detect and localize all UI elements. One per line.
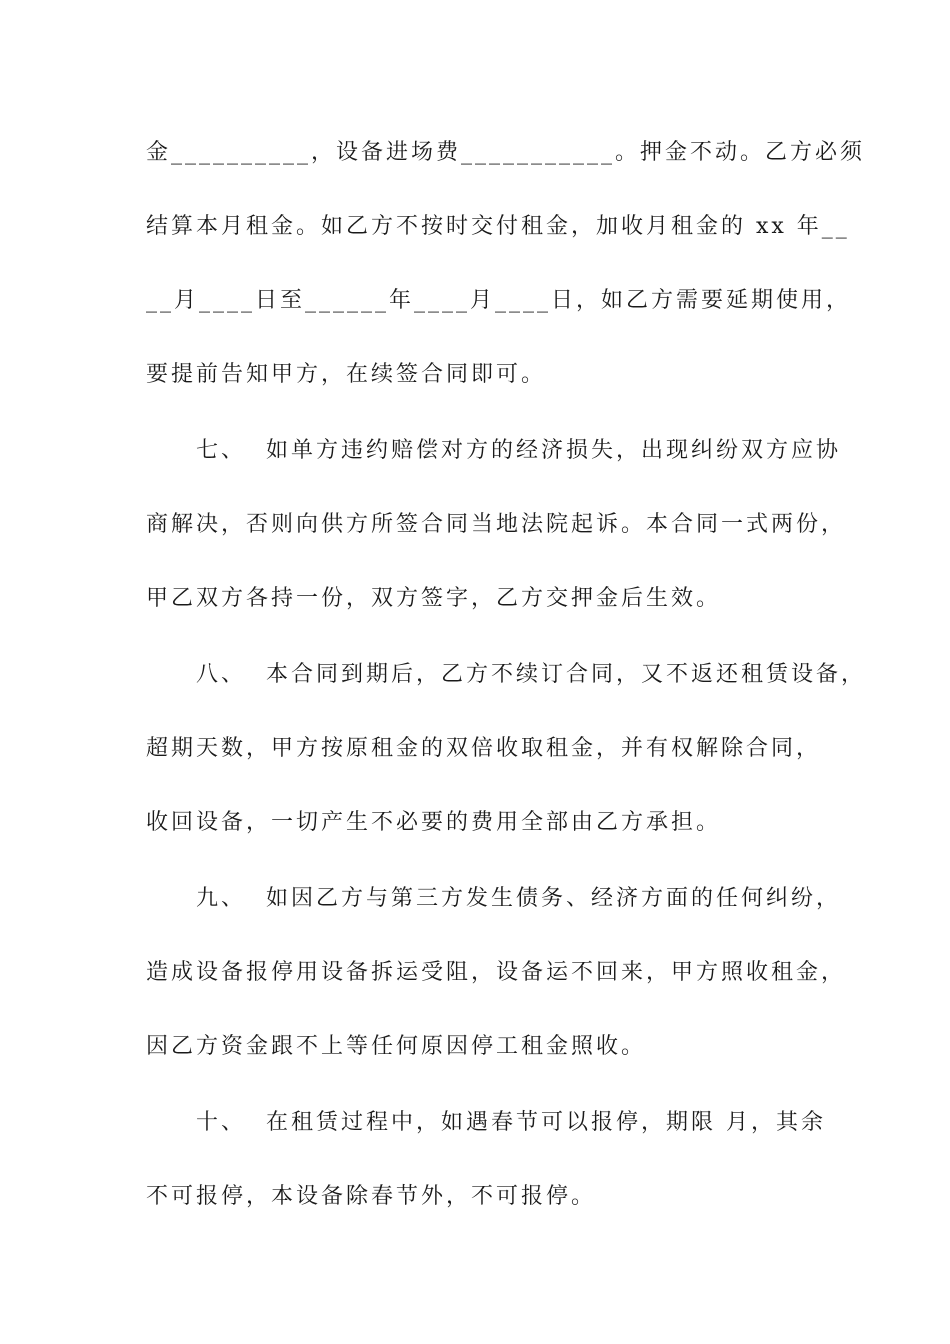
text-line: 结算本月租金。如乙方不按时交付租金，加收月租金的 xx 年__	[146, 214, 850, 239]
text-line: 商解决，否则向供方所签合同当地法院起诉。本合同一式两份，	[146, 512, 847, 537]
text-line: 不可报停，本设备除春节外，不可报停。	[146, 1184, 597, 1209]
text-line: 金__________，设备进场费___________。押金不动。乙方必须	[146, 140, 866, 165]
text-line: 超期天数，甲方按原租金的双倍收取租金，并有权解除合同，	[146, 736, 822, 761]
clause-8-start: 八、 本合同到期后，乙方不续订合同，又不返还租赁设备，	[196, 662, 866, 687]
text-line: 因乙方资金跟不上等任何原因停工租金照收。	[146, 1034, 647, 1059]
clause-10-start: 十、 在租赁过程中，如遇春节可以报停，期限 月，其余	[196, 1110, 826, 1135]
text-line: __月____日至______年____月____日，如乙方需要延期使用，	[146, 288, 852, 313]
text-line: 要提前告知甲方，在续签合同即可。	[146, 362, 547, 387]
text-line: 造成设备报停用设备拆运受阻，设备运不回来，甲方照收租金，	[146, 960, 847, 985]
clause-7-start: 七、 如单方违约赔偿对方的经济损失，出现纠纷双方应协	[196, 438, 841, 463]
text-line: 收回设备，一切产生不必要的费用全部由乙方承担。	[146, 810, 722, 835]
clause-9-start: 九、 如因乙方与第三方发生债务、经济方面的任何纠纷，	[196, 886, 841, 911]
text-line: 甲乙双方各持一份，双方签字，乙方交押金后生效。	[146, 586, 722, 611]
